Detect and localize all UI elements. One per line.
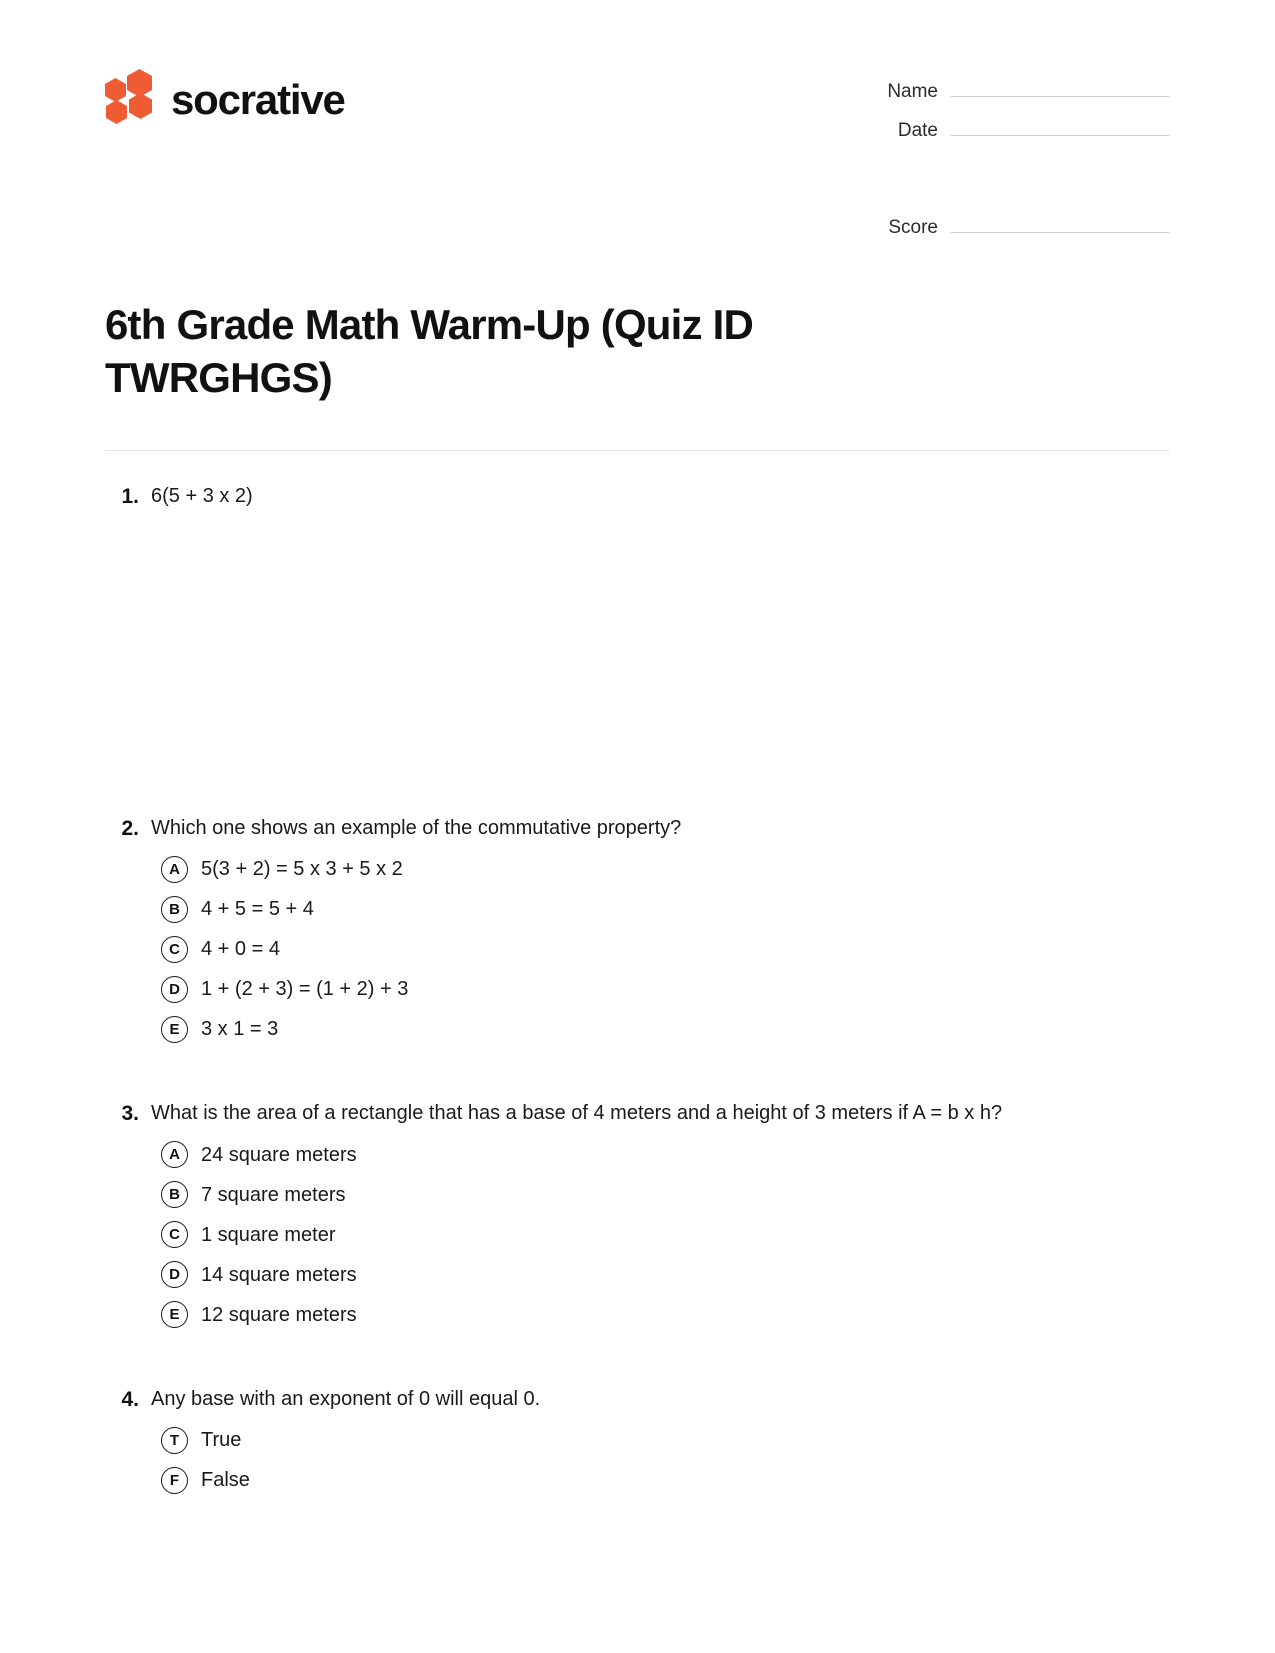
question-text: Which one shows an example of the commutative property? (151, 816, 682, 839)
option-row[interactable] (105, 1014, 1170, 1044)
question-number: 4. (121, 1387, 139, 1411)
hexagon-icon (105, 78, 126, 102)
option-bubble[interactable]: E (161, 1301, 188, 1328)
option-row[interactable] (105, 1260, 1170, 1290)
option-bubble[interactable]: C (161, 936, 188, 963)
option-label: 1 + (2 + 3) = (1 + 2) + 3 (201, 978, 409, 1000)
question-text: Any base with an exponent of 0 will equal 0. (151, 1387, 541, 1410)
score-field-label: Score (888, 217, 938, 238)
option-label: 5(3 + 2) = 5 x 3 + 5 x 2 (201, 858, 403, 880)
question-spacer (105, 1054, 1170, 1098)
option-label: 3 x 1 = 3 (201, 1018, 279, 1040)
question-number: 1. (121, 485, 139, 508)
page-title: 6th Grade Math Warm-Up (Quiz ID TWRGHGS) (105, 301, 754, 401)
option-label: False (201, 1469, 250, 1491)
option-label: 14 square meters (201, 1263, 357, 1286)
option-bubble[interactable]: E (161, 1016, 188, 1043)
option-label: 7 square meters (201, 1183, 346, 1206)
hexagon-icon (106, 100, 127, 124)
student-info-fields (840, 60, 1170, 249)
hexagon-icon (129, 93, 152, 119)
option-label: 24 square meters (201, 1143, 357, 1166)
question-header (105, 481, 1170, 513)
header-divider (105, 450, 1170, 451)
date-field-row (840, 113, 1170, 142)
question-text: What is the area of a rectangle that has a base of 4 meters and a height of 3 meters if A = b x h? (151, 1102, 1003, 1124)
question-item (105, 1384, 1170, 1496)
worksheet-header (105, 60, 1170, 249)
option-bubble[interactable]: F (161, 1467, 188, 1494)
option-label: 12 square meters (201, 1303, 357, 1326)
option-bubble[interactable]: A (161, 1141, 188, 1168)
name-field-blank[interactable] (950, 74, 1170, 97)
question-number: 3. (121, 1102, 139, 1125)
option-bubble[interactable]: D (161, 976, 188, 1003)
hexagon-icon (127, 69, 152, 97)
hexagon-cluster-icon (105, 74, 157, 126)
question-item (105, 1098, 1170, 1384)
score-field-row (840, 210, 1170, 239)
option-row[interactable] (105, 1220, 1170, 1250)
option-bubble[interactable]: D (161, 1261, 188, 1288)
question-header (105, 813, 1170, 845)
option-row[interactable] (105, 894, 1170, 924)
option-row[interactable] (105, 1140, 1170, 1170)
option-row[interactable] (105, 1425, 1170, 1455)
question-text: 6(5 + 3 x 2) (151, 485, 253, 507)
date-field-label: Date (897, 120, 938, 141)
option-row[interactable] (105, 854, 1170, 884)
option-bubble[interactable]: B (161, 896, 188, 923)
name-field-row (840, 74, 1170, 103)
option-bubble[interactable]: T (161, 1427, 188, 1454)
question-list (105, 481, 1170, 1495)
name-field-label: Name (887, 81, 938, 102)
question-header (105, 1098, 1170, 1130)
option-list (105, 854, 1170, 1044)
question-header (105, 1384, 1170, 1416)
option-bubble[interactable]: B (161, 1181, 188, 1208)
question-number: 2. (121, 816, 139, 840)
option-label: 1 square meter (201, 1223, 336, 1246)
score-field-blank[interactable] (950, 210, 1170, 233)
option-bubble[interactable]: A (161, 856, 188, 883)
question-item (105, 813, 1170, 1099)
option-label: True (201, 1429, 242, 1451)
option-row[interactable] (105, 1300, 1170, 1330)
option-row[interactable] (105, 1180, 1170, 1210)
option-row[interactable] (105, 1465, 1170, 1495)
option-label: 4 + 0 = 4 (201, 938, 280, 960)
option-label: 4 + 5 = 5 + 4 (201, 898, 314, 920)
socrative-logo (105, 60, 345, 126)
option-row[interactable] (105, 934, 1170, 964)
free-response-answer-area[interactable] (105, 513, 1170, 813)
option-list (105, 1425, 1170, 1495)
date-field-blank[interactable] (950, 113, 1170, 136)
option-list (105, 1140, 1170, 1330)
option-row[interactable] (105, 974, 1170, 1004)
brand-wordmark: socrative (171, 76, 345, 123)
question-spacer (105, 1340, 1170, 1384)
option-bubble[interactable]: C (161, 1221, 188, 1248)
question-item (105, 481, 1170, 813)
